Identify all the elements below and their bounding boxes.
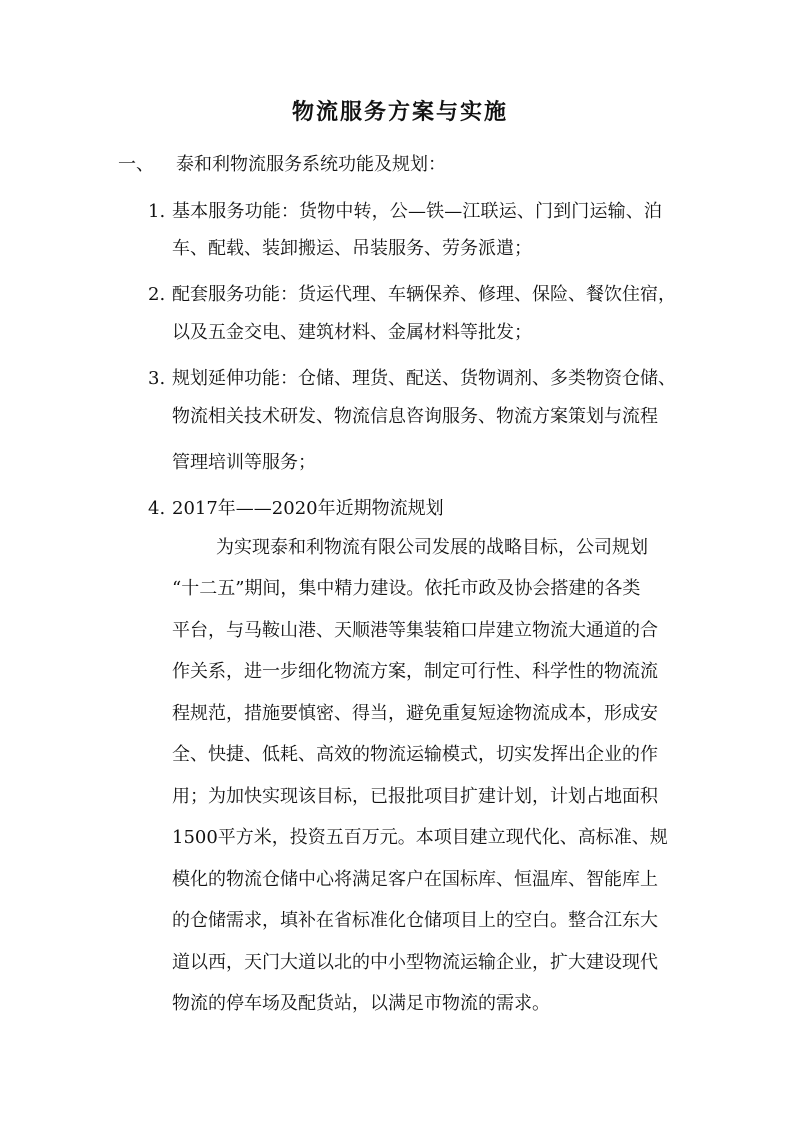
paragraph-line-2: “十二五”期间，集中精力建设。依托市政及协会搭建的各类 [172, 578, 641, 599]
item-3-number: 3. [148, 368, 166, 389]
section-heading: 泰和利物流服务系统功能及规划： [176, 154, 446, 175]
item-2-number: 2. [148, 284, 166, 305]
paragraph-line-1: 为实现泰和利物流有限公司发展的战略目标，公司规划 [216, 537, 648, 558]
item-1-number: 1. [148, 201, 166, 222]
item-1-line-1: 基本服务功能：货物中转，公—铁—江联运、门到门运输、泊 [172, 201, 663, 222]
paragraph-line-4: 作关系，进一步细化物流方案，制定可行性、科学性的物流流 [172, 661, 658, 682]
paragraph-line-10: 的仓储需求，填补在省标准化仓储项目上的空白。整合江东大 [172, 910, 658, 931]
item-4-line-1: 2017年——2020年近期物流规划 [172, 498, 444, 519]
section-number: 一、 [118, 154, 154, 175]
paragraph-line-9: 模化的物流仓储中心将满足客户在国标库、恒温库、智能库上 [172, 869, 658, 890]
item-2-line-2: 以及五金交电、建筑材料、金属材料等批发； [172, 322, 532, 343]
paragraph-line-6: 全、快捷、低耗、高效的物流运输模式，切实发挥出企业的作 [172, 744, 658, 765]
document-title: 物流服务方案与实施 [291, 99, 508, 125]
paragraph-line-3: 平台，与马鞍山港、天顺港等集装箱口岸建立物流大通道的合 [172, 620, 658, 641]
paragraph-line-8: 1500平方米，投资五百万元。本项目建立现代化、高标准、规 [172, 827, 668, 848]
paragraph-line-7: 用；为加快实现该目标，已报批项目扩建计划，计划占地面积 [172, 786, 658, 807]
item-2-line-1: 配套服务功能：货运代理、车辆保养、修理、保险、餐饮住宿， [172, 284, 676, 305]
paragraph-line-12: 物流的停车场及配货站，以满足市物流的需求。 [172, 993, 550, 1014]
item-3-line-1: 规划延伸功能：仓储、理货、配送、货物调剂、多类物资仓储、 [172, 368, 676, 389]
paragraph-line-5: 程规范，措施要慎密、得当，避免重复短途物流成本，形成安 [172, 703, 658, 724]
item-4-number: 4. [148, 498, 166, 519]
item-3-line-3: 管理培训等服务； [172, 452, 316, 473]
item-3-line-2: 物流相关技术研发、物流信息咨询服务、物流方案策划与流程 [172, 406, 658, 427]
item-1-line-2: 车、配载、装卸搬运、吊装服务、劳务派遣； [172, 238, 532, 259]
paragraph-line-11: 道以西，天门大道以北的中小型物流运输企业，扩大建设现代 [172, 952, 658, 973]
